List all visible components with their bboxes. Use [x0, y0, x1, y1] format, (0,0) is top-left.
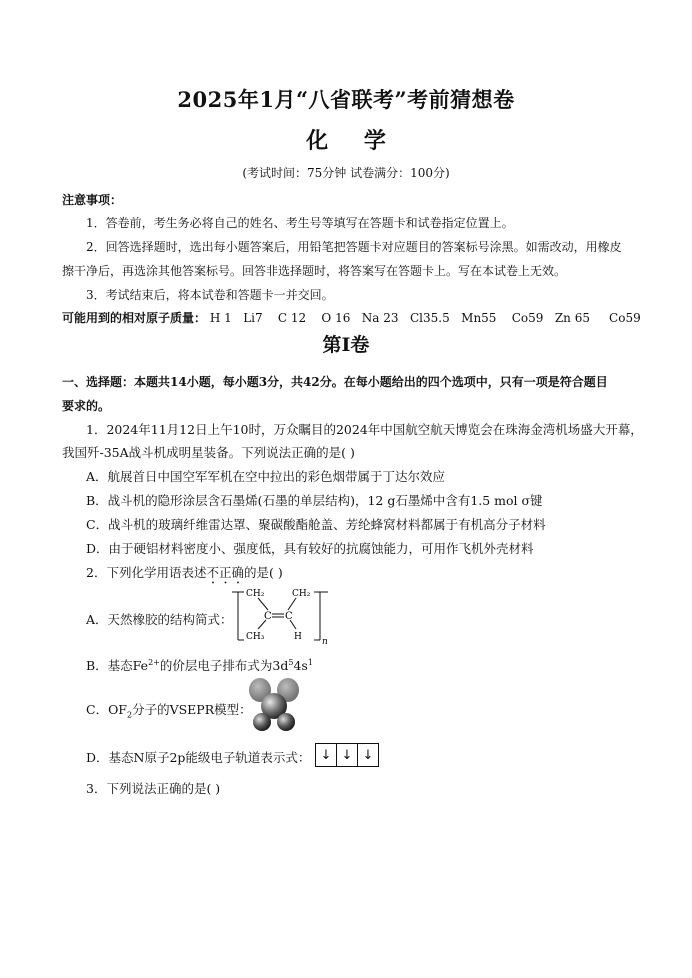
q2-stem-prefix: 2．下列化学用语表述 [86, 565, 207, 580]
section-instruction: 一、选择题：本题共14小题，每小题3分，共42分。在每小题给出的四个选项中，只有一项是符合题目 [62, 375, 608, 389]
struct-ch2-left: CH₂ [246, 589, 265, 599]
orbital-box: ↓ [336, 743, 358, 767]
vsepr-model-image [244, 676, 306, 734]
q2-b-charge: 2+ [148, 657, 160, 667]
notes-heading: 注意事项： [62, 193, 123, 207]
struct-ch2-right: CH₂ [292, 589, 311, 599]
orbital-box: ↓ [357, 743, 379, 767]
q3-stem: 3．下列说法正确的是( ) [86, 781, 221, 796]
bonded-atom-sphere [253, 713, 271, 731]
rubber-structure-diagram [230, 584, 340, 646]
exam-info: (考试时间：75分钟 试卷满分：100分) [242, 166, 450, 180]
q2-b-prefix: B．基态Fe [86, 658, 149, 673]
q2-option-c [86, 700, 252, 720]
struct-ch3: CH₃ [246, 632, 265, 642]
q1-option-d: D．由于硬铝材料密度小、强度低，具有较好的抗腐蚀能力，可用作飞机外壳材料 [86, 541, 534, 556]
exam-title: 2025年1月“八省联考”考前猜想卷 [177, 87, 515, 112]
q1-stem: 我国歼-35A战斗机成明星装备。下列说法正确的是( ) [62, 445, 355, 460]
bonded-atom-sphere [277, 713, 295, 731]
q1-option-c: C．战斗机的玻璃纤维雷达罩、聚碳酸酯舱盖、芳纶蜂窝材料都属于有机高分子材料 [86, 517, 546, 532]
q2-c-suffix: 分子的VSEPR模型： [132, 702, 252, 717]
q2-b-mid: 的价层电子排布式为3d [159, 658, 289, 673]
q2-stem-suffix: 的是( ) [243, 565, 283, 580]
note-item: 1．答卷前，考生务必将自己的姓名、考生号等填写在答题卡和试卷指定位置上。 [86, 216, 514, 230]
atomic-masses [62, 309, 641, 326]
struct-h: H [294, 632, 302, 642]
struct-n: n [322, 637, 328, 646]
section-instruction: 要求的。 [62, 399, 111, 413]
subject-title: 化 学 [306, 128, 400, 154]
section-title: 第Ⅰ卷 [322, 334, 370, 356]
q1-option-b: B．战斗机的隐形涂层含石墨烯(石墨的单层结构)，12 g石墨烯中含有1.5 mol σ键 [86, 493, 543, 508]
orbital-diagram [316, 743, 379, 767]
note-item: 3．考试结束后，将本试卷和答题卡一并交回。 [86, 288, 334, 302]
struct-c-left: C [264, 611, 272, 622]
orbital-box: ↓ [315, 743, 337, 767]
q2-option-d: D．基态N原子2p能级电子轨道表示式： [86, 750, 311, 765]
q2-b-sup1: 5 [288, 657, 294, 667]
q2-stem-emphasis: 不正确 [206, 565, 244, 580]
q1-option-a: A．航展首日中国空军军机在空中拉出的彩色烟带属于丁达尔效应 [86, 469, 446, 484]
atomic-masses-label: 可能用到的相对原子质量： [62, 311, 207, 325]
q1-stem: 1．2024年11月12日上午10时，万众瞩目的2024年中国航空航天博览会在珠海金湾机场盛大开幕， [86, 422, 643, 437]
q2-option-b [86, 656, 313, 674]
q2-c-prefix: C．OF [86, 702, 127, 717]
note-item: 擦干净后，再选涂其他答案标号。回答非选择题时，将答案写在答题卡上。写在本试卷上无效。 [62, 264, 567, 278]
q2-option-a: A．天然橡胶的结构简式： [86, 612, 233, 627]
q2-c-sub: 2 [127, 710, 133, 720]
q2-b-mid2: 4s [293, 658, 308, 673]
struct-c-right: C [285, 611, 293, 622]
note-item: 2．回答选择题时，选出每小题答案后，用铅笔把答题卡对应题目的答案标号涂黑。如需改动，用橡皮 [86, 240, 622, 254]
atomic-masses-values: H 1 Li7 C 12 O 16 Na 23 Cl35.5 Mn55 Co59 Zn 65 Co59 [209, 311, 641, 325]
q2-b-sup2: 1 [307, 657, 313, 667]
